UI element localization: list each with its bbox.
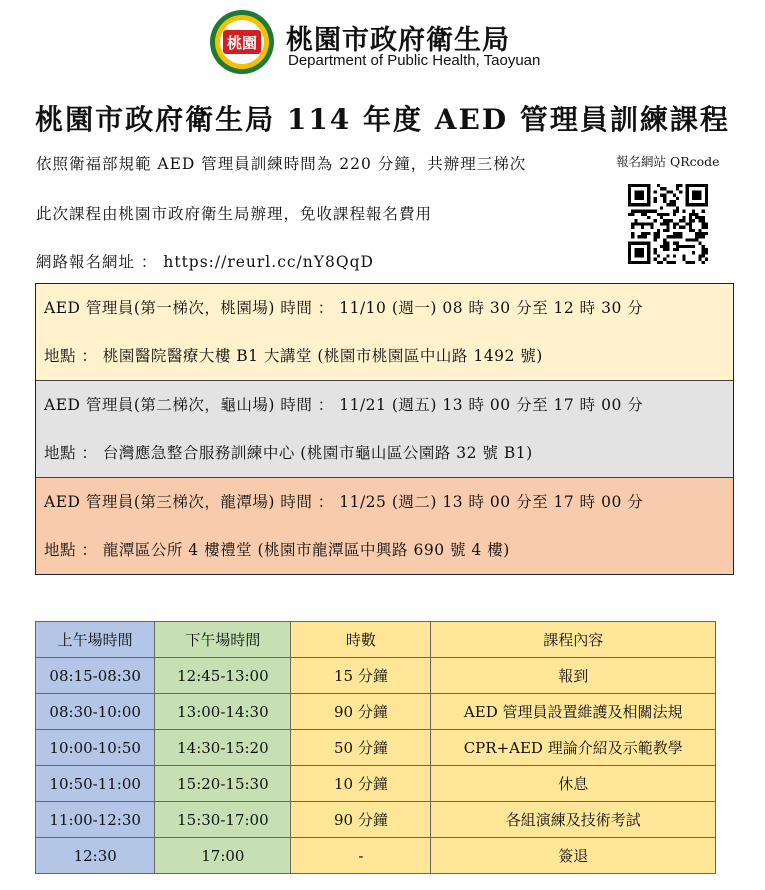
table-cell: 各組演練及技術考試 (431, 802, 716, 838)
schedule-header-cell: 課程內容 (431, 622, 716, 658)
table-cell: 10 分鐘 (291, 766, 431, 802)
logo-text: 桃園 (226, 34, 258, 52)
schedule-header-cell: 上午場時間 (36, 622, 155, 658)
org-name-en: Department of Public Health, Taoyuan (288, 52, 541, 69)
table-cell: 15:30-17:00 (155, 802, 291, 838)
table-cell: AED 管理員設置維護及相關法規 (431, 694, 716, 730)
session-time: AED 管理員(第一梯次，桃園場) 時間 ： 11/10 (週一) 08 時 30 分至 12 時 30 分 (44, 299, 644, 317)
session-block (36, 380, 733, 477)
session-location: 地點 ： 台灣應急整合服務訓練中心 (桃園市龜山區公園路 32 號 B1) (44, 444, 533, 462)
table-row (36, 838, 716, 874)
org-name-zh: 桃園市政府衛生局 (286, 25, 510, 56)
table-cell: 10:50-11:00 (36, 766, 155, 802)
table-cell: 50 分鐘 (291, 730, 431, 766)
department-logo (208, 8, 276, 76)
table-cell: 08:30-10:00 (36, 694, 155, 730)
table-cell: 11:00-12:30 (36, 802, 155, 838)
table-cell: 12:45-13:00 (155, 658, 291, 694)
session-location: 地點 ： 桃園醫院醫療大樓 B1 大講堂 (桃園市桃園區中山路 1492 號) (44, 347, 543, 365)
info-training-duration: 依照衛福部規範 AED 管理員訓練時間為 220 分鐘，共辦理三梯次 (36, 155, 527, 173)
table-row (36, 802, 716, 838)
table-cell: 14:30-15:20 (155, 730, 291, 766)
sessions-box (35, 283, 734, 575)
table-cell: 休息 (431, 766, 716, 802)
table-cell: 13:00-14:30 (155, 694, 291, 730)
qr-code[interactable] (628, 184, 708, 264)
table-cell: 簽退 (431, 838, 716, 874)
session-location: 地點 ： 龍潭區公所 4 樓禮堂 (桃園市龍潭區中興路 690 號 4 樓) (44, 541, 510, 559)
table-row (36, 766, 716, 802)
table-cell: CPR+AED 理論介紹及示範教學 (431, 730, 716, 766)
table-cell: 90 分鐘 (291, 694, 431, 730)
table-cell: 10:00-10:50 (36, 730, 155, 766)
table-row (36, 730, 716, 766)
table-row (36, 658, 716, 694)
schedule-header-row (36, 622, 716, 658)
qr-label: 報名網站 QRcode (616, 154, 720, 169)
session-block (36, 284, 733, 380)
schedule-table (35, 621, 716, 874)
header (208, 8, 568, 78)
table-cell: 15:20-15:30 (155, 766, 291, 802)
session-block (36, 477, 733, 574)
info-free-registration: 此次課程由桃園市政府衛生局辦理，免收課程報名費用 (36, 205, 433, 223)
table-cell: 報到 (431, 658, 716, 694)
table-cell: 12:30 (36, 838, 155, 874)
table-cell: 15 分鐘 (291, 658, 431, 694)
schedule-header-cell: 時數 (291, 622, 431, 658)
table-cell: 08:15-08:30 (36, 658, 155, 694)
session-time: AED 管理員(第二梯次，龜山場) 時間 ： 11/21 (週五) 13 時 00 分至 17 時 00 分 (44, 396, 644, 414)
table-cell: - (291, 838, 431, 874)
session-time: AED 管理員(第三梯次，龍潭場) 時間 ： 11/25 (週二) 13 時 00 分至 17 時 00 分 (44, 493, 644, 511)
schedule-header-cell: 下午場時間 (155, 622, 291, 658)
page-title: 桃園市政府衛生局 114 年度 AED 管理員訓練課程 (35, 103, 730, 136)
table-row (36, 694, 716, 730)
table-cell: 17:00 (155, 838, 291, 874)
table-cell: 90 分鐘 (291, 802, 431, 838)
info-registration-url[interactable]: 網路報名網址 ： https://reurl.cc/nY8QqD (36, 253, 374, 271)
